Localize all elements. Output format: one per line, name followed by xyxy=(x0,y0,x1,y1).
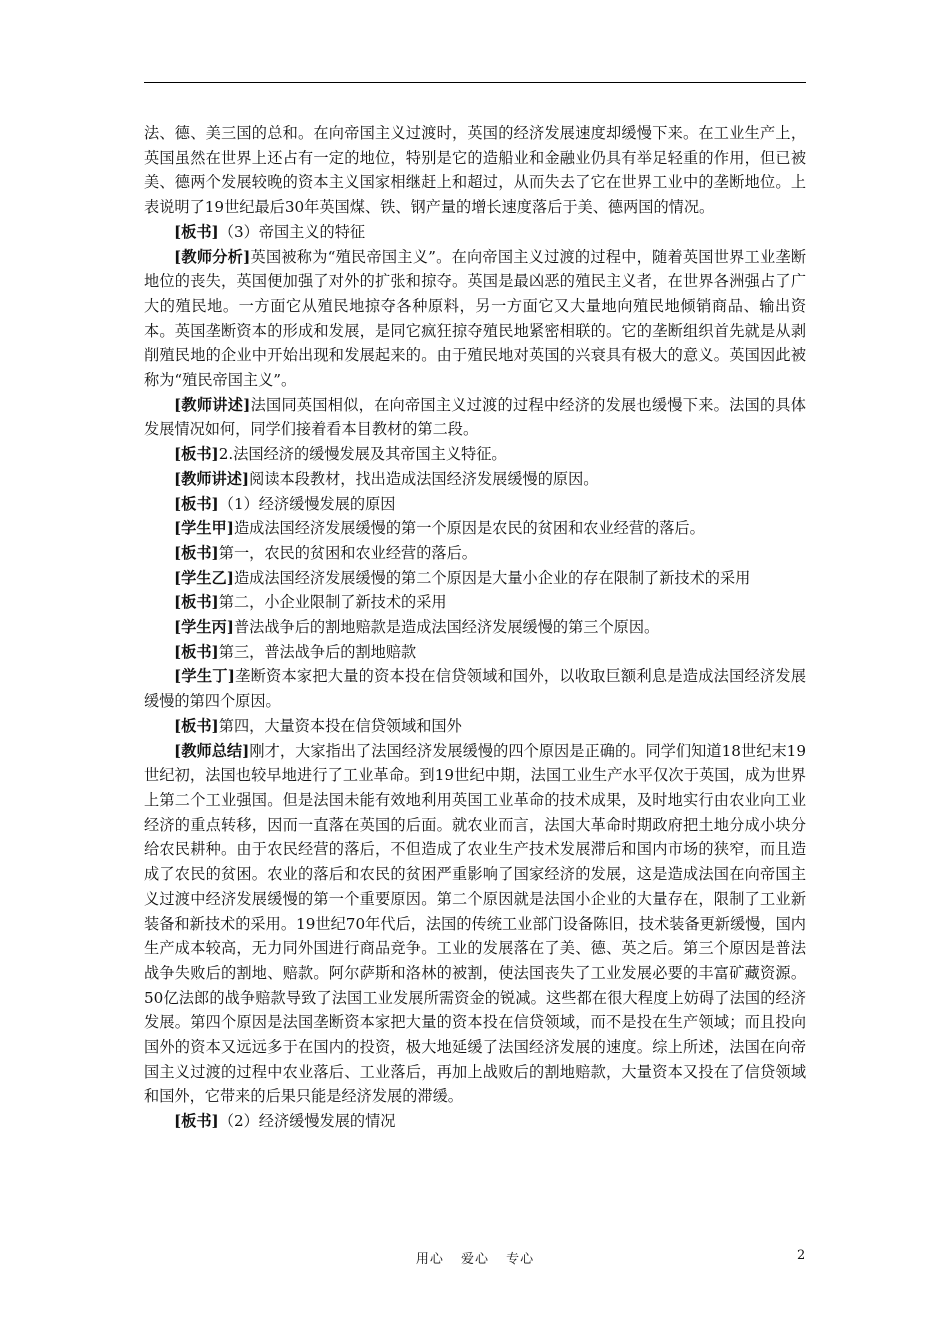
paragraph xyxy=(144,615,806,640)
paragraph-text: 造成法国经济发展缓慢的第二个原因是大量小企业的存在限制了新技术的采用 xyxy=(233,568,751,587)
paragraph xyxy=(144,220,806,245)
paragraph-text: （3）帝国主义的特征 xyxy=(218,222,366,241)
paragraph-text: 造成法国经济发展缓慢的第一个原因是农民的贫困和农业经营的落后。 xyxy=(233,519,705,538)
speaker-tag: [教师讲述] xyxy=(174,395,251,414)
paragraph xyxy=(144,590,806,615)
speaker-tag: [板书] xyxy=(174,494,219,513)
speaker-tag: [板书] xyxy=(174,222,219,241)
paragraph-text: （1）经济缓慢发展的原因 xyxy=(218,494,396,513)
speaker-tag: [板书] xyxy=(174,593,219,612)
speaker-tag: [板书] xyxy=(174,642,219,661)
speaker-tag: [教师讲述] xyxy=(174,469,250,488)
speaker-tag: [板书] xyxy=(174,1112,219,1131)
paragraph-text: （2）经济缓慢发展的情况 xyxy=(218,1112,396,1131)
speaker-tag: [教师总结] xyxy=(174,741,250,760)
speaker-tag: [学生甲] xyxy=(174,519,234,538)
paragraph-text: 第四，大量资本投在信贷领域和国外 xyxy=(218,716,462,735)
paragraph-text: 英国被称为“殖民帝国主义”。在向帝国主义过渡的过程中，随着英国世界工业垄断地位的丧失，英国便加强了对外的扩张和掠夺。英国是最凶恶的殖民主义者，在世界各洲强占了广大的殖民地。一方面它从殖民地掠夺各种原料，另一方面它又大量地向殖民地倾销商品、输出资本。英国垄断资本的形成和发展，是同它疯狂掠夺殖民地紧密相联的。它的垄断组织首先就是从剥削殖民地的企业中开始出现和发展起来的。由于殖民地对英国的兴衰具有极大的意义。英国因此被称为“殖民帝国主义”。 xyxy=(144,247,807,390)
paragraph xyxy=(144,1109,806,1134)
speaker-tag: [板书] xyxy=(174,543,219,562)
header-rule xyxy=(144,82,806,83)
document-body xyxy=(144,121,806,1134)
footer-motto: 用心 爱心 专心 xyxy=(415,1252,535,1267)
speaker-tag: [学生丙] xyxy=(174,618,234,637)
paragraph xyxy=(144,121,806,220)
speaker-tag: [板书] xyxy=(174,445,219,464)
page-number: 2 xyxy=(797,1248,806,1263)
paragraph-text: 法、德、美三国的总和。在向帝国主义过渡时，英国的经济发展速度却缓慢下来。在工业生产上，英国虽然在世界上还占有一定的地位，特别是它的造船业和金融业仍具有举足轻重的作用，但已被美、德两个发展较晚的资本主义国家相继赶上和超过，从而失去了它在世界工业中的垄断地位。上表说明了19世纪最后30年英国煤、铁、钢产量的增长速度落后于美、德两国的情况。 xyxy=(144,124,806,217)
paragraph-text: 普法战争后的割地赔款是造成法国经济发展缓慢的第三个原因。 xyxy=(233,618,660,637)
speaker-tag: [教师分析] xyxy=(174,247,251,266)
paragraph xyxy=(144,516,806,541)
paragraph xyxy=(144,714,806,739)
paragraph-text: 2.法国经济的缓慢发展及其帝国主义特征。 xyxy=(218,445,507,464)
paragraph xyxy=(144,492,806,517)
speaker-tag: [学生乙] xyxy=(174,568,234,587)
paragraph-text: 法国同英国相似，在向帝国主义过渡的过程中经济的发展也缓慢下来。法国的具体发展情况如何，同学们接着看本目教材的第二段。 xyxy=(144,395,806,439)
paragraph-text: 第一，农民的贫困和农业经营的落后。 xyxy=(218,543,477,562)
paragraph xyxy=(144,566,806,591)
speaker-tag: [板书] xyxy=(174,716,219,735)
paragraph-text: 第三，普法战争后的割地赔款 xyxy=(218,642,417,661)
paragraph-text: 垄断资本家把大量的资本投在信贷领域和国外，以收取巨额利息是造成法国经济发展缓慢的第四个原因。 xyxy=(144,667,807,711)
paragraph xyxy=(144,245,806,393)
speaker-tag: [学生丁] xyxy=(174,667,235,686)
paragraph xyxy=(144,664,806,713)
paragraph xyxy=(144,640,806,665)
paragraph-text: 刚才，大家指出了法国经济发展缓慢的四个原因是正确的。同学们知道18世纪末19世纪初，法国也较早地进行了工业革命。到19世纪中期，法国工业生产水平仅次于英国，成为世界上第二个工业强国。但是法国未能有效地利用英国工业革命的技术成果，及时地实行由农业向工业经济的重点转移，因而一直落在英国的后面。就农业而言，法国大革命时期政府把土地分成小块分给农民耕种。由于农民经营的落后，不但造成了农业生产技术发展滞后和国内市场的狭窄，而且造成了农民的贫困。农业的落后和农民的贫困严重影响了国家经济的发展，这是造成法国在向帝国主义过渡中经济发展缓慢的第一个重要原因。第二个原因就是法国小企业的大量存在，限制了工业新装备和新技术的采用。19世纪70年代后，法国的传统工业部门设备陈旧，技术装备更新缓慢，国内生产成本较高，无力同外国进行商品竞争。工业的发展落在了美、德、英之后。第三个原因是普法战争失败后的割地、赔款。阿尔萨斯和洛林的被割，使法国丧失了工业发展必要的丰富矿藏资源。50亿法郎的战争赔款导致了法国工业发展所需资金的锐减。这些都在很大程度上妨碍了法国的经济发展。第四个原因是法国垄断资本家把大量的资本投在信贷领域，而不是投在生产领域；而且投向国外的资本又远远多于在国内的投资，极大地延缓了法国经济发展的速度。综上所述，法国在向帝国主义过渡的过程中农业落后、工业落后，再加上战败后的割地赔款，大量资本又投在了信贷领域和国外，它带来的后果只能是经济发展的滞缓。 xyxy=(144,741,807,1106)
paragraph xyxy=(144,541,806,566)
paragraph xyxy=(144,467,806,492)
paragraph-text: 阅读本段教材，找出造成法国经济发展缓慢的原因。 xyxy=(249,469,599,488)
paragraph xyxy=(144,442,806,467)
paragraph-text: 第二，小企业限制了新技术的采用 xyxy=(218,593,447,612)
paragraph xyxy=(144,393,806,442)
paragraph xyxy=(144,739,806,1110)
